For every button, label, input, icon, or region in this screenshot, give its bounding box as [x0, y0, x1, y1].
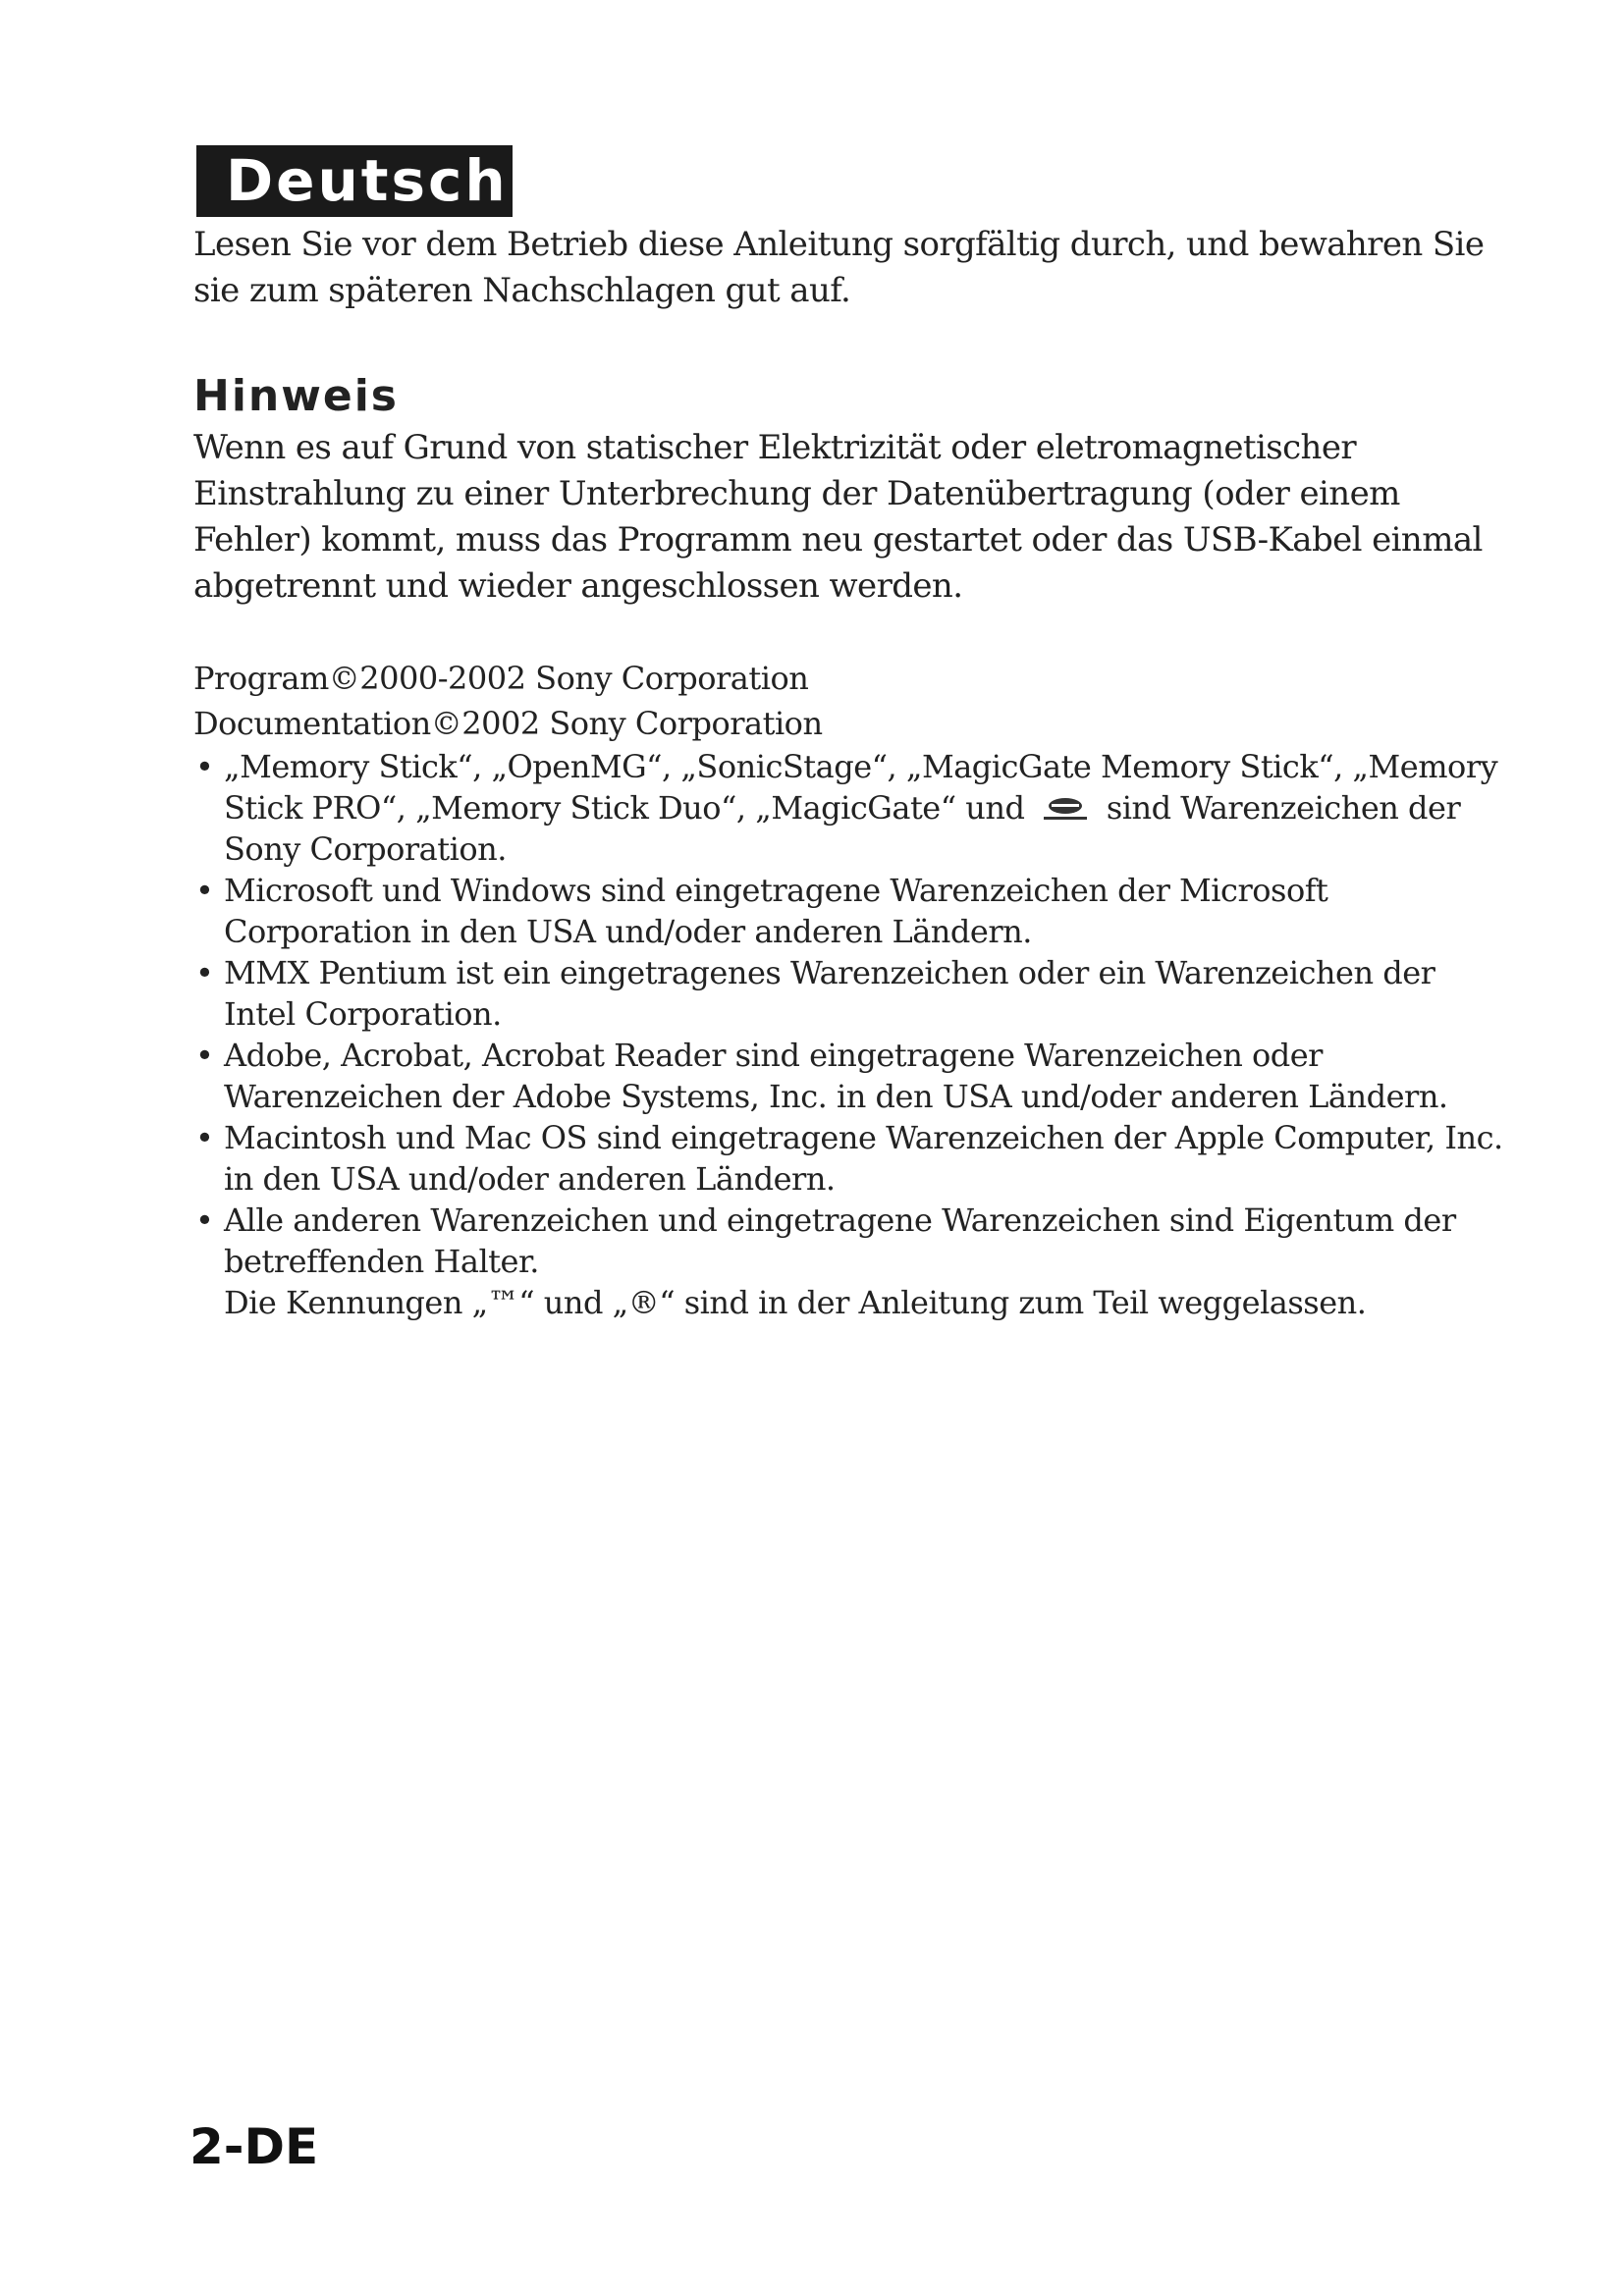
list-item — [193, 1035, 1509, 1117]
trademark-text: Microsoft und Windows sind eingetragene Warenzeichen der Microsoft Corporation in den USA und/oder anderen Ländern. — [224, 872, 1328, 950]
memory-stick-logo-icon — [1040, 793, 1091, 823]
bullet: • — [195, 954, 214, 991]
list-item — [193, 1117, 1509, 1200]
list-item — [193, 746, 1509, 870]
list-item — [193, 952, 1509, 1035]
language-tab: Deutsch — [196, 145, 513, 217]
documentation-copyright: Documentation©2002 Sony Corporation — [193, 705, 823, 742]
program-copyright: Program©2000-2002 Sony Corporation — [193, 660, 809, 697]
notice-heading: Hinweis — [193, 371, 399, 421]
trademark-text: Adobe, Acrobat, Acrobat Reader sind eingetragene Warenzeichen oder Warenzeichen der Adobe Systems, Inc. in den USA und/oder anderen Ländern. — [224, 1037, 1448, 1115]
page-number: 2-DE — [189, 2118, 319, 2175]
trademark-text: MMX Pentium ist ein eingetragenes Warenzeichen oder ein Warenzeichen der Intel Corporation. — [224, 954, 1435, 1033]
trademark-text-suffix: sind Warenzeichen der Sony Corporation. — [224, 789, 1461, 868]
trademark-text: Alle anderen Warenzeichen und eingetragene Warenzeichen sind Eigentum der betreffenden Halter. — [224, 1201, 1456, 1280]
bullet: • — [195, 748, 214, 785]
bullet: • — [195, 872, 214, 909]
trademark-text: „Memory Stick“, „OpenMG“, „SonicStage“, „MagicGate Memory Stick“, „Memory Stick PRO“, „Memory Stick Duo“, „MagicGate“ und — [224, 748, 1498, 827]
bullet: • — [195, 1119, 214, 1156]
trademark-text: Macintosh und Mac OS sind eingetragene Warenzeichen der Apple Computer, Inc. in den USA und/oder anderen Ländern. — [224, 1119, 1503, 1198]
list-item — [193, 870, 1509, 952]
bullet: • — [195, 1201, 214, 1239]
notice-paragraph: Wenn es auf Grund von statischer Elektrizität oder eletromagnetischer Einstrahlung zu einer Unterbrechung der Datenübertragung (oder einem Fehler) kommt, muss das Programm neu gestartet oder das USB-Kabel einmal abgetrennt und wieder angeschlossen werden. — [193, 428, 1483, 606]
trademark-list — [193, 746, 1509, 1323]
trademark-omission-note: Die Kennungen „™“ und „®“ sind in der Anleitung zum Teil weggelassen. — [224, 1284, 1367, 1321]
intro-paragraph: Lesen Sie vor dem Betrieb diese Anleitung sorgfältig durch, und bewahren Sie sie zum späteren Nachschlagen gut auf. — [193, 225, 1485, 310]
bullet: • — [195, 1037, 214, 1074]
list-item — [193, 1200, 1509, 1323]
